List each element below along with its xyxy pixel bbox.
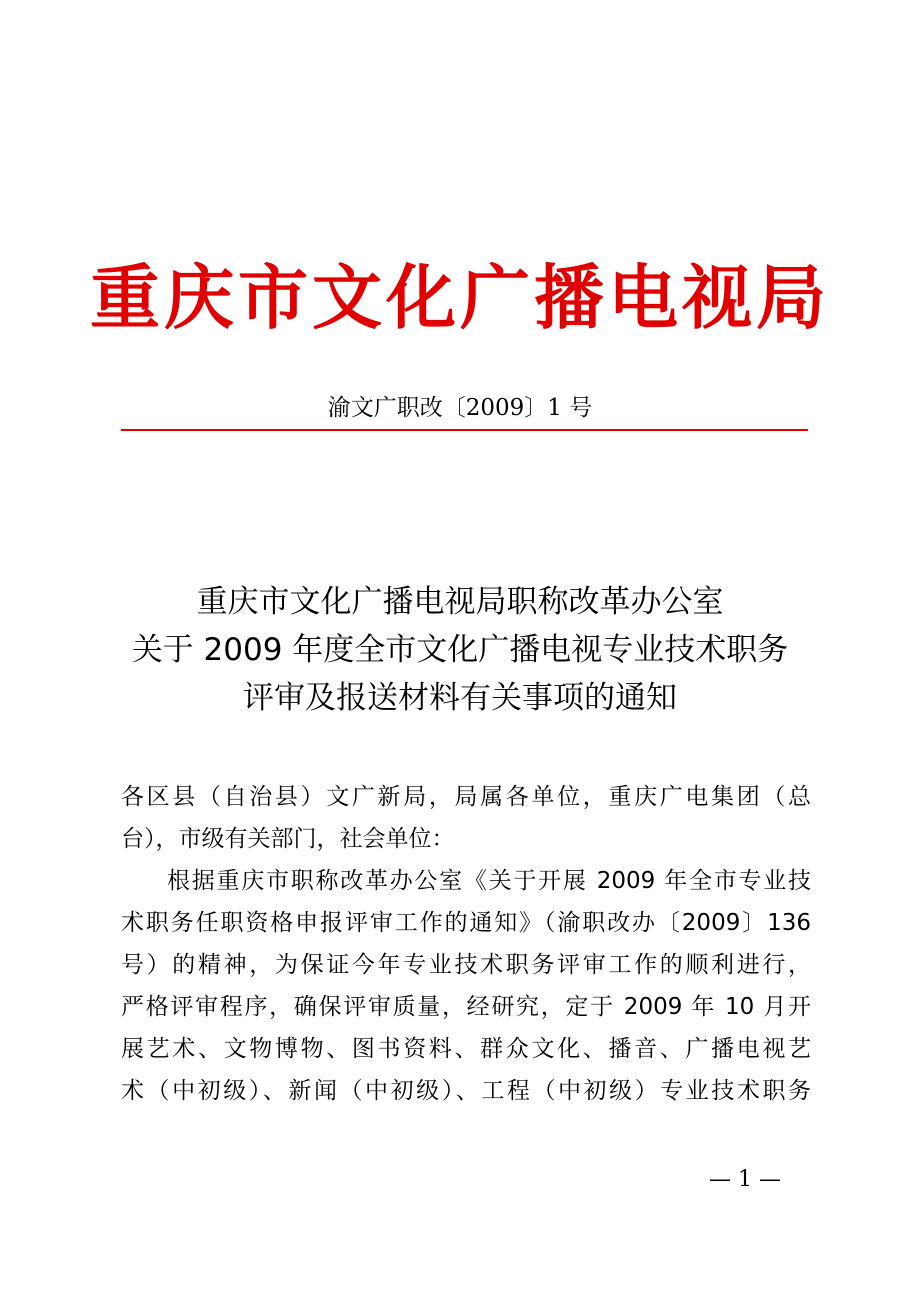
red-divider-line [121, 429, 808, 431]
addressee-line: 台），市级有关部门，社会单位： [121, 826, 455, 852]
paragraph-line: 严格评审程序，确保评审质量，经研究，定于 2009 年 10 月开 [121, 994, 811, 1020]
paragraph-line: 展艺术、文物博物、图书资料、群众文化、播音、广播电视艺 [121, 1036, 811, 1062]
notice-body [121, 776, 811, 1112]
paragraph-line: 术职务任职资格申报评审工作的通知》（渝职改办〔2009〕136 [121, 910, 811, 936]
addressee-line: 各区县（自治县）文广新局，局属各单位，重庆广电集团（总 [121, 784, 811, 810]
paragraph-line: 号）的精神，为保证今年专业技术职务评审工作的顺利进行， [121, 952, 811, 978]
document-number: 渝文广职改〔2009〕1 号 [327, 395, 593, 421]
masthead-title: 重庆市文化广播电视局 [90, 257, 830, 339]
paragraph-line: 术（中初级）、新闻（中初级）、工程（中初级）专业技术职务 [121, 1078, 811, 1104]
paragraph-line: 根据重庆市职称改革办公室《关于开展 2009 年全市专业技 [167, 868, 811, 894]
title-line: 重庆市文化广播电视局职称改革办公室 [196, 584, 724, 620]
notice-title [0, 578, 920, 722]
title-line: 关于 2009 年度全市文化广播电视专业技术职务 [131, 632, 789, 668]
title-line: 评审及报送材料有关事项的通知 [243, 680, 677, 716]
page-number: — 1 — [709, 1167, 781, 1192]
